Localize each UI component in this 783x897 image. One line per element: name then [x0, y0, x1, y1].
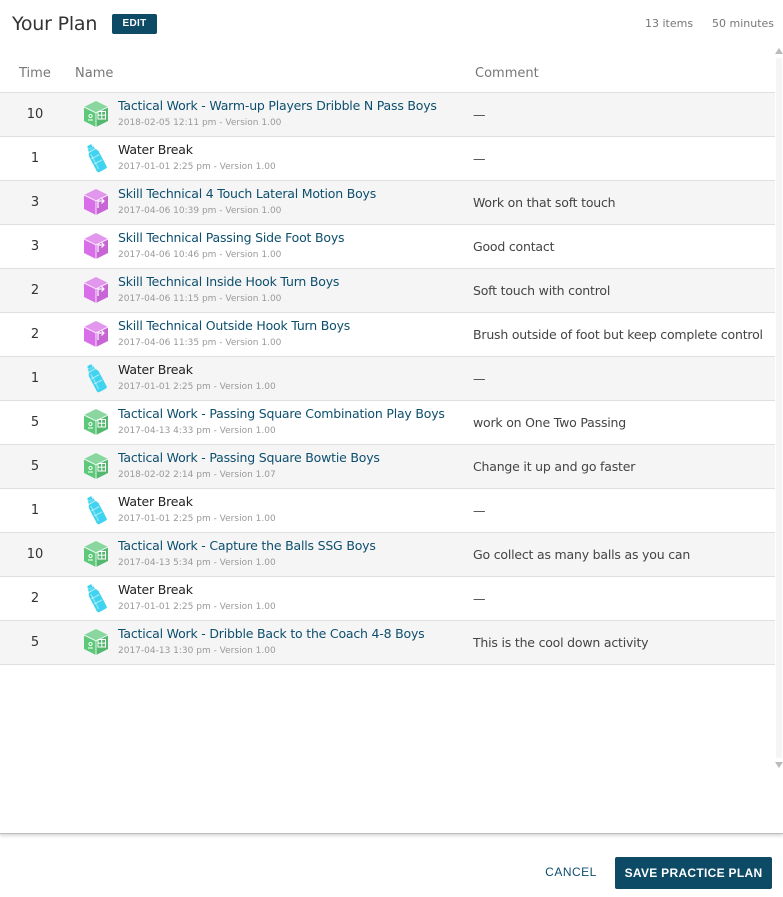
- activity-comment: Good contact: [473, 239, 555, 254]
- table-row: [0, 489, 775, 533]
- activity-name: Water Break: [118, 494, 193, 509]
- activity-time: 2: [30, 591, 40, 606]
- technical-cube-icon: [82, 231, 110, 261]
- activity-time: 5: [30, 459, 40, 474]
- table-row: [0, 357, 775, 401]
- scroll-down-icon[interactable]: [775, 762, 783, 768]
- column-header-time: Time: [19, 66, 51, 81]
- table-row: [0, 269, 775, 313]
- scroll-up-icon[interactable]: [775, 48, 783, 54]
- activity-comment: —: [473, 371, 486, 386]
- items-count: 13 items: [645, 17, 694, 30]
- activity-version-info: 2018-02-02 2:14 pm - Version 1.07: [118, 470, 276, 480]
- scrollbar-thumb[interactable]: [776, 58, 782, 758]
- activity-time: 10: [26, 107, 44, 122]
- activity-name-link[interactable]: Skill Technical Inside Hook Turn Boys: [118, 274, 340, 289]
- activity-comment: Brush outside of foot but keep complete control: [473, 327, 763, 342]
- tactical-cube-icon: [82, 627, 110, 657]
- activity-version-info: 2017-01-01 2:25 pm - Version 1.00: [118, 602, 276, 612]
- activity-name: Water Break: [118, 142, 193, 157]
- table-row: [0, 313, 775, 357]
- water-bottle-icon: [82, 363, 110, 393]
- activity-name-link[interactable]: Tactical Work - Passing Square Bowtie Boys: [118, 450, 380, 465]
- technical-cube-icon: [82, 319, 110, 349]
- activity-comment: Work on that soft touch: [473, 195, 616, 210]
- column-header-comment: Comment: [475, 66, 539, 81]
- technical-cube-icon: [82, 187, 110, 217]
- table-row: [0, 533, 775, 577]
- activity-time: 1: [30, 151, 40, 166]
- tactical-cube-icon: [82, 539, 110, 569]
- cancel-button[interactable]: CANCEL: [535, 856, 607, 888]
- total-minutes: 50 minutes: [712, 17, 775, 30]
- vertical-scrollbar[interactable]: [775, 48, 783, 768]
- table-row: [0, 621, 775, 665]
- activity-name-link[interactable]: Skill Technical Passing Side Foot Boys: [118, 230, 345, 245]
- activity-comment: Change it up and go faster: [473, 459, 636, 474]
- activity-version-info: 2017-04-06 10:39 pm - Version 1.00: [118, 206, 282, 216]
- activity-name-link[interactable]: Tactical Work - Capture the Balls SSG Boys: [118, 538, 376, 553]
- water-bottle-icon: [82, 495, 110, 525]
- tactical-cube-icon: [82, 99, 110, 129]
- activity-version-info: 2017-04-06 11:15 pm - Version 1.00: [118, 294, 282, 304]
- activity-time: 1: [30, 371, 40, 386]
- activity-time: 2: [30, 283, 40, 298]
- tactical-cube-icon: [82, 407, 110, 437]
- table-row: [0, 577, 775, 621]
- edit-button[interactable]: EDIT: [112, 14, 157, 34]
- activity-time: 3: [30, 239, 40, 254]
- activity-time: 2: [30, 327, 40, 342]
- activity-version-info: 2017-04-06 10:46 pm - Version 1.00: [118, 250, 282, 260]
- page-title: Your Plan: [12, 13, 98, 35]
- activity-version-info: 2017-01-01 2:25 pm - Version 1.00: [118, 162, 276, 172]
- water-bottle-icon: [82, 143, 110, 173]
- activity-comment: Soft touch with control: [473, 283, 611, 298]
- activity-comment: —: [473, 591, 486, 606]
- activity-name-link[interactable]: Tactical Work - Warm-up Players Dribble N Pass Boys: [118, 98, 437, 113]
- activity-name-link[interactable]: Tactical Work - Dribble Back to the Coach 4-8 Boys: [118, 626, 425, 641]
- save-practice-plan-button[interactable]: SAVE PRACTICE PLAN: [615, 857, 772, 889]
- activity-time: 5: [30, 635, 40, 650]
- activity-version-info: 2017-04-13 5:34 pm - Version 1.00: [118, 558, 276, 568]
- activity-time: 3: [30, 195, 40, 210]
- activity-name: Water Break: [118, 362, 193, 377]
- activity-version-info: 2017-04-13 1:30 pm - Version 1.00: [118, 646, 276, 656]
- table-row: [0, 401, 775, 445]
- activity-comment: —: [473, 151, 486, 166]
- water-bottle-icon: [82, 583, 110, 613]
- activity-time: 10: [26, 547, 44, 562]
- activity-time: 1: [30, 503, 40, 518]
- activity-comment: This is the cool down activity: [473, 635, 649, 650]
- activity-version-info: 2017-01-01 2:25 pm - Version 1.00: [118, 382, 276, 392]
- table-row: [0, 93, 775, 137]
- technical-cube-icon: [82, 275, 110, 305]
- table-row: [0, 445, 775, 489]
- activity-name-link[interactable]: Skill Technical Outside Hook Turn Boys: [118, 318, 351, 333]
- activity-comment: work on One Two Passing: [473, 415, 626, 430]
- activity-version-info: 2018-02-05 12:11 pm - Version 1.00: [118, 118, 282, 128]
- plan-table: [0, 92, 775, 665]
- activity-name: Water Break: [118, 582, 193, 597]
- activity-version-info: 2017-04-13 4:33 pm - Version 1.00: [118, 426, 276, 436]
- tactical-cube-icon: [82, 451, 110, 481]
- plan-header: [0, 0, 783, 48]
- table-row: [0, 137, 775, 181]
- activity-comment: —: [473, 503, 486, 518]
- activity-version-info: 2017-04-06 11:35 pm - Version 1.00: [118, 338, 282, 348]
- activity-comment: Go collect as many balls as you can: [473, 547, 691, 562]
- activity-name-link[interactable]: Skill Technical 4 Touch Lateral Motion Boys: [118, 186, 377, 201]
- activity-version-info: 2017-01-01 2:25 pm - Version 1.00: [118, 514, 276, 524]
- table-row: [0, 225, 775, 269]
- dialog-footer: [0, 846, 783, 897]
- activity-name-link[interactable]: Tactical Work - Passing Square Combination Play Boys: [118, 406, 445, 421]
- activity-comment: —: [473, 107, 486, 122]
- activity-time: 5: [30, 415, 40, 430]
- table-row: [0, 181, 775, 225]
- column-header-name: Name: [75, 66, 114, 81]
